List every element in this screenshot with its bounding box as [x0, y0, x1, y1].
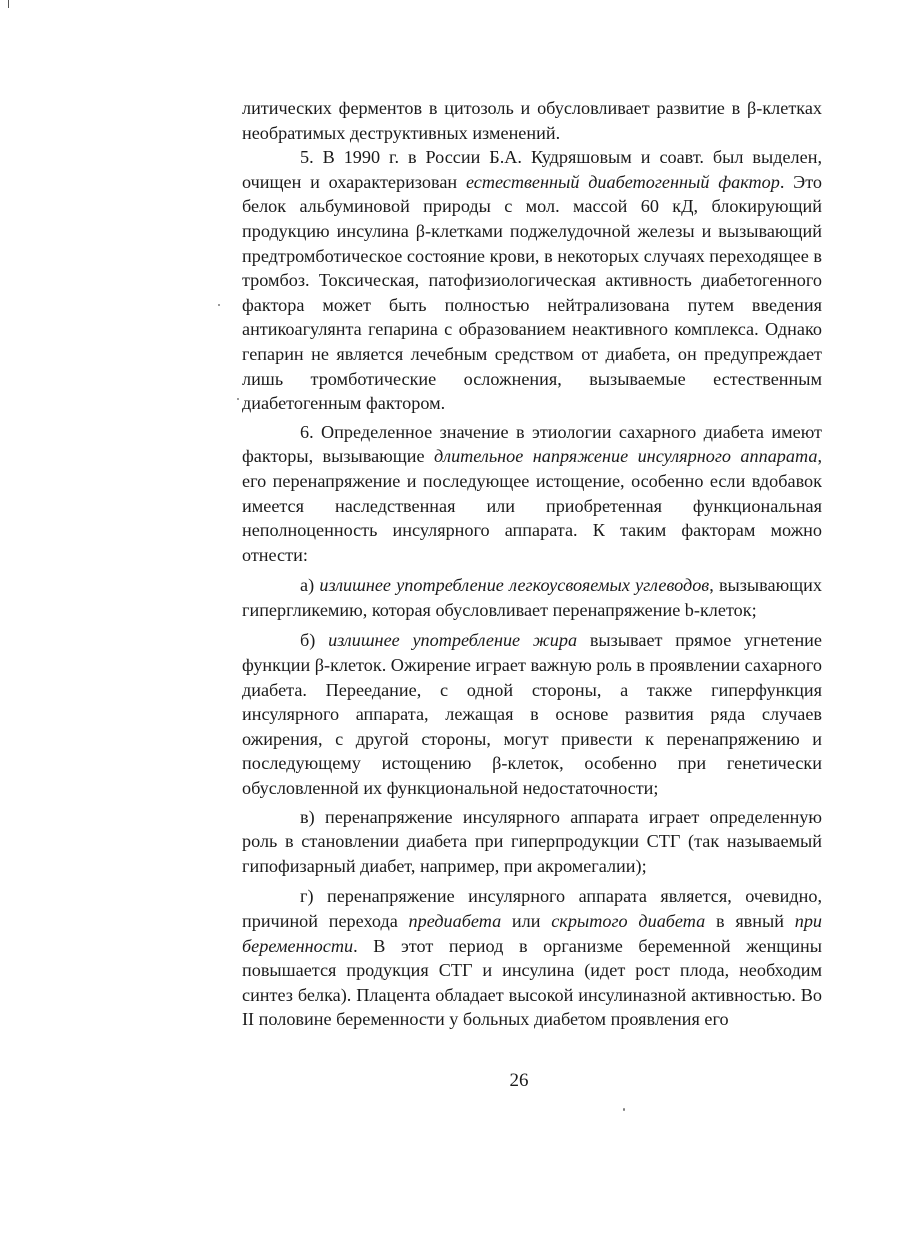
body-text — [242, 96, 822, 1032]
italic-term: длительное напряжение инсулярного аппарата — [433, 446, 818, 467]
text-segment: в) перенапряжение инсулярного аппарата играет определенную роль в становлении диабета при гиперпродукции СТГ (так называемый гипофизарный диабет, например, при акромегалии); — [242, 806, 822, 876]
paragraph — [242, 573, 822, 622]
italic-term: излишнее употребление жира — [328, 630, 578, 651]
paragraph — [242, 96, 822, 145]
paragraph — [242, 145, 822, 416]
paragraph — [242, 628, 822, 800]
italic-term: скрытого диабета — [551, 911, 706, 931]
scan-speck — [237, 398, 239, 400]
text-segment: . Это белок альбуминовой природы с мол. массой 60 кД, блокирующий продукцию инсулина β-клетками поджелудочной железы и вызывающий предтромботическое состояние крови, в некоторых случаях переходящее в тромбоз. Токсическая, патофизиологическая активность диабетогенного фактора может быть полностью нейтрализована путем введения антикоагулянта гепарина с образованием неактивного комплекса. Однако гепарин не является лечебным средством от диабета, он предупреждает лишь тромботические осложнения, вызываемые естественным диабетогенным фактором. — [242, 171, 822, 414]
text-segment: или — [501, 911, 552, 931]
text-segment: . В этот период в организме беременной женщины повышается продукция СТГ и инсулина (идет рост плода, необходим синтез белка). Плацента обладает высокой инсулиназной активностью. Во II половине беременности у больных диабетом проявления его — [242, 935, 822, 1030]
italic-term: при беременности — [242, 911, 822, 956]
italic-term: естественный диабетогенный фактор — [465, 171, 780, 192]
text-segment: б) — [300, 630, 329, 651]
text-segment: , его перенапряжение и последующее истощение, особенно если вдобавок имеется наследственная или приобретенная функциональная неполноценность инсулярного аппарата. К таким факторам можно отнести: — [242, 446, 822, 565]
italic-term: предиабета — [408, 911, 502, 931]
text-segment: литических ферментов в цитозоль и обусловливает развитие в β-клетках необратимых деструктивных изменений. — [242, 98, 822, 143]
scan-speck — [623, 1108, 625, 1111]
text-segment: , вызывающих гипергликемию, которая обусловливает перенапряжение b-клеток; — [242, 575, 822, 620]
text-segment: 5. В 1990 г. в России Б.А. Кудряшовым и соавт. был выделен, очищен и охарактеризован — [242, 147, 822, 192]
italic-term: излишнее употребление легкоусвояемых углеводов — [319, 575, 710, 596]
page-number: 26 — [509, 1070, 529, 1091]
text-segment: а) — [300, 575, 320, 596]
text-segment: г) перенапряжение инсулярного аппарата является, очевидно, причиной перехода — [242, 886, 822, 931]
paragraph — [242, 420, 822, 568]
scan-corner-mark — [8, 0, 9, 8]
text-segment: 6. Определенное значение в этиологии сахарного диабета имеют факторы, вызывающие — [242, 421, 822, 467]
paragraph — [242, 805, 822, 879]
paragraph — [242, 884, 822, 1032]
text-segment: в явный — [705, 911, 795, 931]
scan-speck — [218, 304, 220, 306]
text-segment: вызывает прямое угнетение функции β-клеток. Ожирение играет важную роль в проявлении сахарного диабета. Переедание, с одной стороны, а также гиперфункция инсулярного аппарата, лежащая в основе развития ряда случаев ожирения, с другой стороны, могут привести к перенапряжению и последующему истощению β-клеток, особенно при генетически обусловленной их функциональной недостаточности; — [242, 630, 822, 799]
